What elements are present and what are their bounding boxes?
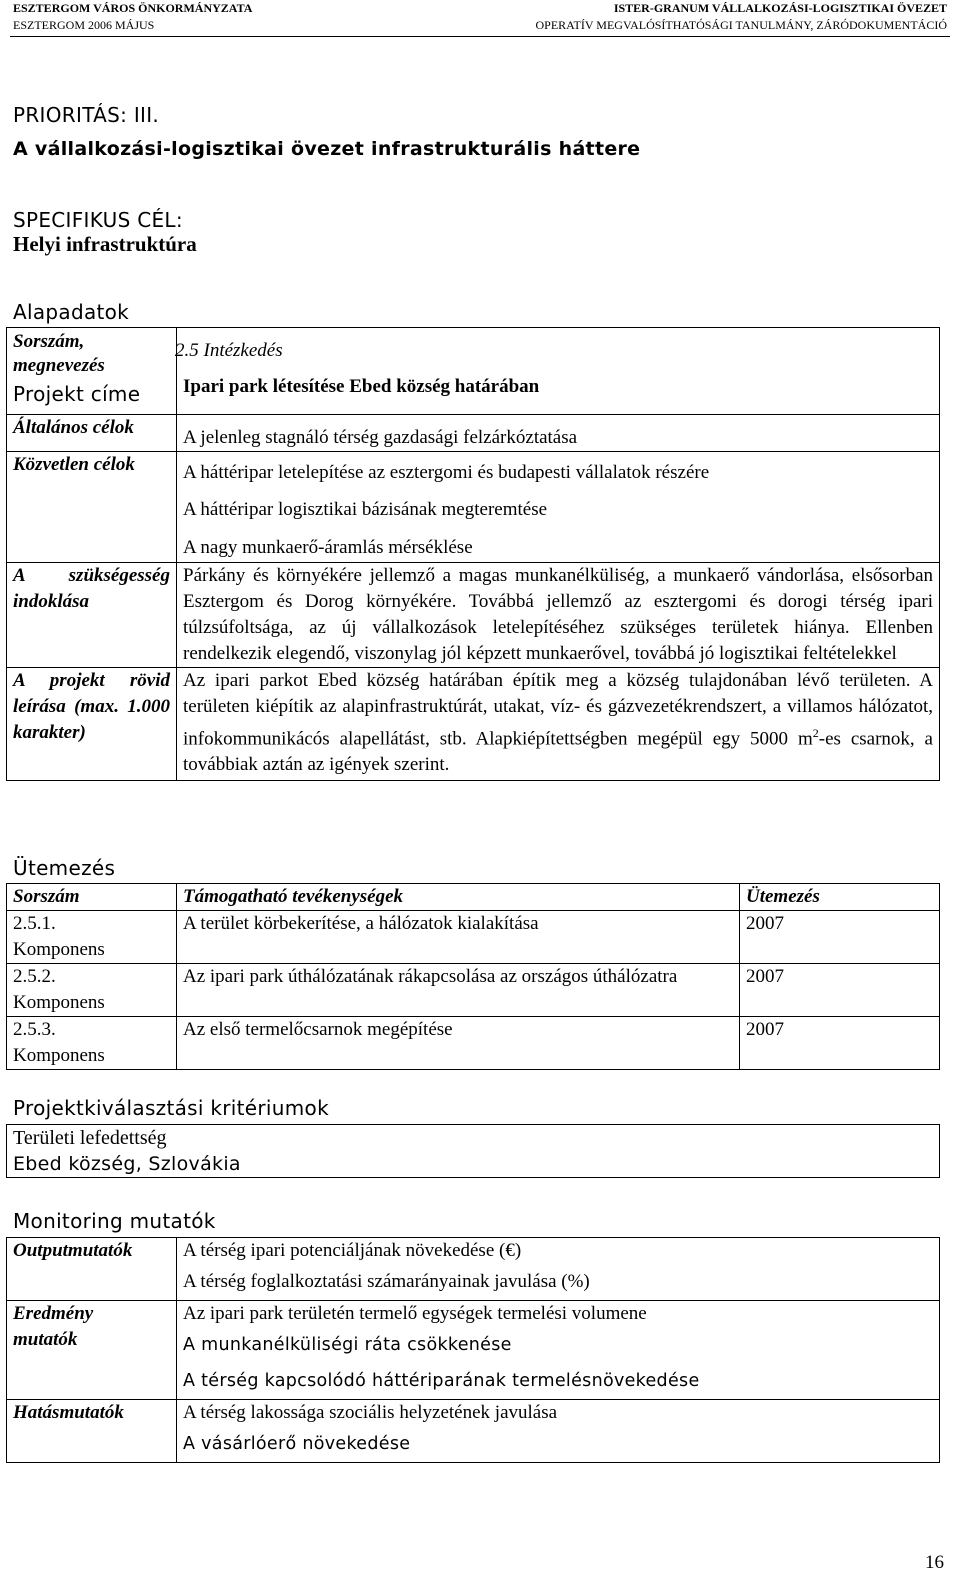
schedule-table bbox=[6, 883, 940, 1070]
table-row: 2.5.1. Komponens A terület körbekerítése, a hálózatok kialakítása 2007 bbox=[7, 911, 940, 964]
page-number: 16 bbox=[925, 1552, 944, 1573]
table-row: Eredmény mutatók Az ipari park területén termelő egységek termelési volumene A munkanélküliségi ráta csökkenése A térség kapcsolódó háttériparának termelésnövekedése bbox=[7, 1301, 940, 1400]
row-value: 2.5 Intézkedés Ipari park létesítése Ebed község határában bbox=[177, 328, 940, 415]
selection-heading: Projektkiválasztási kritériumok bbox=[13, 1096, 329, 1120]
header-doc: OPERATÍV MEGVALÓSÍTHATÓSÁGI TANULMÁNY, ZÁRÓDOKUMENTÁCIÓ bbox=[535, 18, 947, 32]
table-row: Sorszám Támogatható tevékenységek Ütemezés bbox=[7, 884, 940, 911]
basics-table bbox=[6, 327, 940, 781]
header-org: ESZTERGOM VÁROS ÖNKORMÁNYZATA bbox=[13, 1, 253, 15]
table-row: Általános célok A jelenleg stagnáló térség gazdasági felzárkóztatása bbox=[7, 415, 940, 452]
specific-block bbox=[13, 208, 197, 257]
table-row: 2.5.2. Komponens Az ipari park úthálózatának rákapcsolása az országos úthálózatra 2007 bbox=[7, 964, 940, 1017]
output-values: A térség ipari potenciáljának növekedése (€) A térség foglalkoztatási számarányainak javulása (%) bbox=[177, 1238, 940, 1301]
table-row: Hatásmutatók A térség lakossága szociális helyzetének javulása A vásárlóerő növekedése bbox=[7, 1400, 940, 1463]
monitoring-table bbox=[6, 1237, 940, 1463]
table-row: 2.5.3. Komponens Az első termelőcsarnok megépítése 2007 bbox=[7, 1017, 940, 1070]
table-row: A szükségesség indoklása Párkány és környékére jellemző a magas munkanélküliség, a munkaerő vándorlása, elsősorban Esztergom és Dorog környékére. Továbbá jellemző az esztergomi és dorogi térség ipari túlzsúfoltsága, az új vállalkozások letelepítéséhez szükséges területek hiánya. Ellenben rendelkezik elegendő, viszonylag jól képzett munkaerővel, továbbá jó logisztikai feltételekkel bbox=[7, 563, 940, 668]
specific-title: Helyi infrastruktúra bbox=[13, 232, 197, 256]
page-header bbox=[10, 0, 950, 37]
priority-title: A vállalkozási-logisztikai övezet infrastrukturális háttere bbox=[13, 138, 641, 160]
selection-table bbox=[6, 1124, 940, 1178]
priority-block bbox=[13, 103, 640, 160]
priority-label: PRIORITÁS: III. bbox=[13, 103, 160, 127]
impact-values: A térség lakossága szociális helyzetének javulása A vásárlóerő növekedése bbox=[177, 1400, 940, 1463]
table-row: Területi lefedettség Ebed község, Szlovákia bbox=[7, 1125, 940, 1178]
table-row: Közvetlen célok A háttéripar letelepítése az esztergomi és budapesti vállalatok részére A háttéripar logisztikai bázisának megteremtése A nagy munkaerő-áramlás mérséklése bbox=[7, 452, 940, 563]
table-row: Outputmutatók A térség ipari potenciáljának növekedése (€) A térség foglalkoztatási számarányainak javulása (%) bbox=[7, 1238, 940, 1301]
basics-heading: Alapadatok bbox=[13, 300, 130, 324]
desc-value: Az ipari parkot Ebed község határában építik meg a község tulajdonában lévő területen. A területen kiépítik az alapinfrastruktúrát, utakat, víz- és gázvezetékrendszert, a villamos hálózatot, infokommunikácós alapellátást, stb. Alapkiépítettségben megépül egy 5000 $m^2-es$ csarnok, a továbbiak aztán az igények szerint. bbox=[177, 668, 940, 781]
result-values: Az ipari park területén termelő egységek termelési volumene A munkanélküliségi ráta csökkenése A térség kapcsolódó háttériparának termelésnövekedése bbox=[177, 1301, 940, 1400]
table-row: A projekt rövid leírása (max. 1.000 karakter) Az ipari parkot Ebed község határában építik meg a község tulajdonában lévő területen. A területen kiépítik az alapinfrastruktúrát, utakat, víz- és gázvezetékrendszert, a villamos hálózatot, infokommunikácós alapellátást, stb. Alapkiépítettségben megépül egy 5000 $m^2-es$ csarnok, a továbbiak aztán az igények szerint. bbox=[7, 668, 940, 781]
row-label: Sorszám, megnevezés Projekt címe bbox=[7, 328, 177, 415]
header-project: ISTER-GRANUM VÁLLALKOZÁSI-LOGISZTIKAI ÖVEZET bbox=[613, 1, 947, 15]
header-date: ESZTERGOM 2006 MÁJUS bbox=[13, 18, 155, 32]
specific-label: SPECIFIKUS CÉL: bbox=[13, 208, 183, 232]
monitoring-heading: Monitoring mutatók bbox=[13, 1209, 216, 1233]
direct-values: A háttéripar letelepítése az esztergomi és budapesti vállalatok részére A háttéripar logisztikai bázisának megteremtése A nagy munkaerő-áramlás mérséklése bbox=[177, 452, 940, 563]
table-row bbox=[7, 328, 940, 415]
schedule-heading: Ütemezés bbox=[13, 856, 116, 880]
